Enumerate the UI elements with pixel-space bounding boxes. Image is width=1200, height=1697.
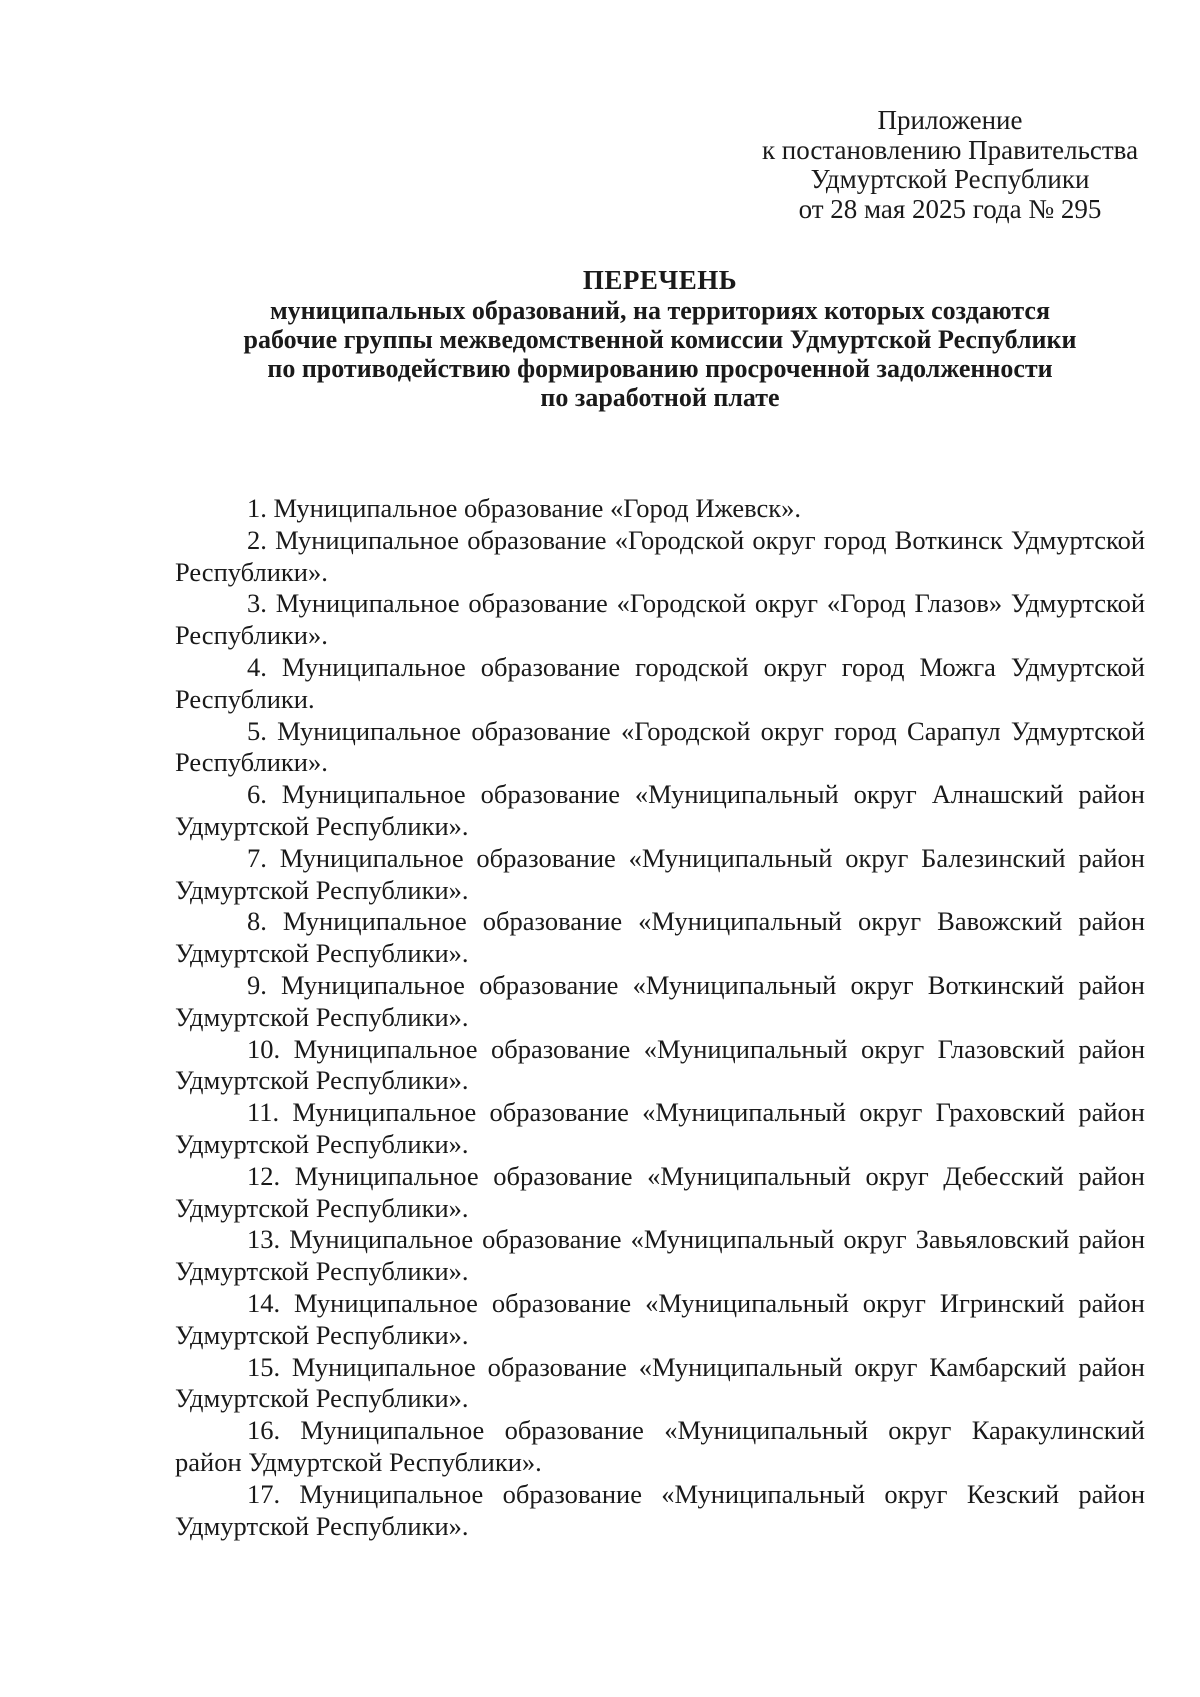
document-title-block [175, 265, 1145, 412]
list-item: 4. Муниципальное образование городской округ город Можга Удмуртской Республики. [175, 651, 1145, 714]
list-item: 7. Муниципальное образование «Муниципальный округ Балезинский район Удмуртской Республики». [175, 842, 1145, 905]
list-item: 8. Муниципальное образование «Муниципальный округ Вавожский район Удмуртской Республики». [175, 906, 1145, 969]
document-subtitle-line: рабочие группы межведомственной комиссии Удмуртской Республики [243, 325, 1077, 354]
list-item: 6. Муниципальное образование «Муниципальный округ Алнашский район Удмуртской Республики». [175, 779, 1145, 841]
list-item: 17. Муниципальное образование «Муниципальный округ Кезский район Удмуртской Республики». [175, 1478, 1145, 1541]
list-item: 1. Муниципальное образование «Город Ижевск». [247, 493, 802, 523]
list-item: 12. Муниципальное образование «Муниципальный округ Дебесский район Удмуртской Республики». [175, 1160, 1145, 1223]
appendix-line: Приложение [877, 105, 1023, 135]
appendix-line: к постановлению Правительства [761, 134, 1139, 165]
appendix-line: от 28 мая 2025 года № 295 [798, 193, 1102, 224]
list-item: 10. Муниципальное образование «Муниципальный округ Глазовский район Удмуртской Республики». [175, 1033, 1145, 1096]
list-item: 5. Муниципальное образование «Городской округ город Сарапул Удмуртской Республики». [175, 715, 1145, 778]
document-subtitle-line: по противодействию формированию просроченной задолженности [267, 354, 1053, 383]
list-item: 14. Муниципальное образование «Муниципальный округ Игринский район Удмуртской Республики». [175, 1287, 1145, 1350]
list-item: 13. Муниципальное образование «Муниципальный округ Завьяловский район Удмуртской Республики». [175, 1224, 1145, 1287]
list-item: 9. Муниципальное образование «Муниципальный округ Воткинский район Удмуртской Республики». [175, 969, 1145, 1032]
list-item: 3. Муниципальное образование «Городской округ «Город Глазов» Удмуртской Республики». [175, 588, 1145, 651]
list-item: 2. Муниципальное образование «Городской округ город Воткинск Удмуртской Республики». [175, 524, 1145, 587]
list-item: 15. Муниципальное образование «Муниципальный округ Камбарский район Удмуртской Республики». [175, 1351, 1145, 1414]
document-subtitle-line: муниципальных образований, на территориях которых создаются [269, 296, 1051, 325]
document-subtitle-line: по заработной плате [540, 383, 780, 412]
list-item: 11. Муниципальное образование «Муниципальный округ Граховский район Удмуртской Республики». [175, 1097, 1145, 1159]
document-title: ПЕРЕЧЕНЬ [582, 265, 738, 295]
municipalities-list [175, 493, 1145, 1542]
appendix-line: Удмуртской Республики [810, 164, 1090, 195]
appendix-block [740, 106, 1160, 224]
list-item: 16. Муниципальное образование «Муниципальный округ Каракулинский район Удмуртской Республики». [175, 1415, 1145, 1477]
